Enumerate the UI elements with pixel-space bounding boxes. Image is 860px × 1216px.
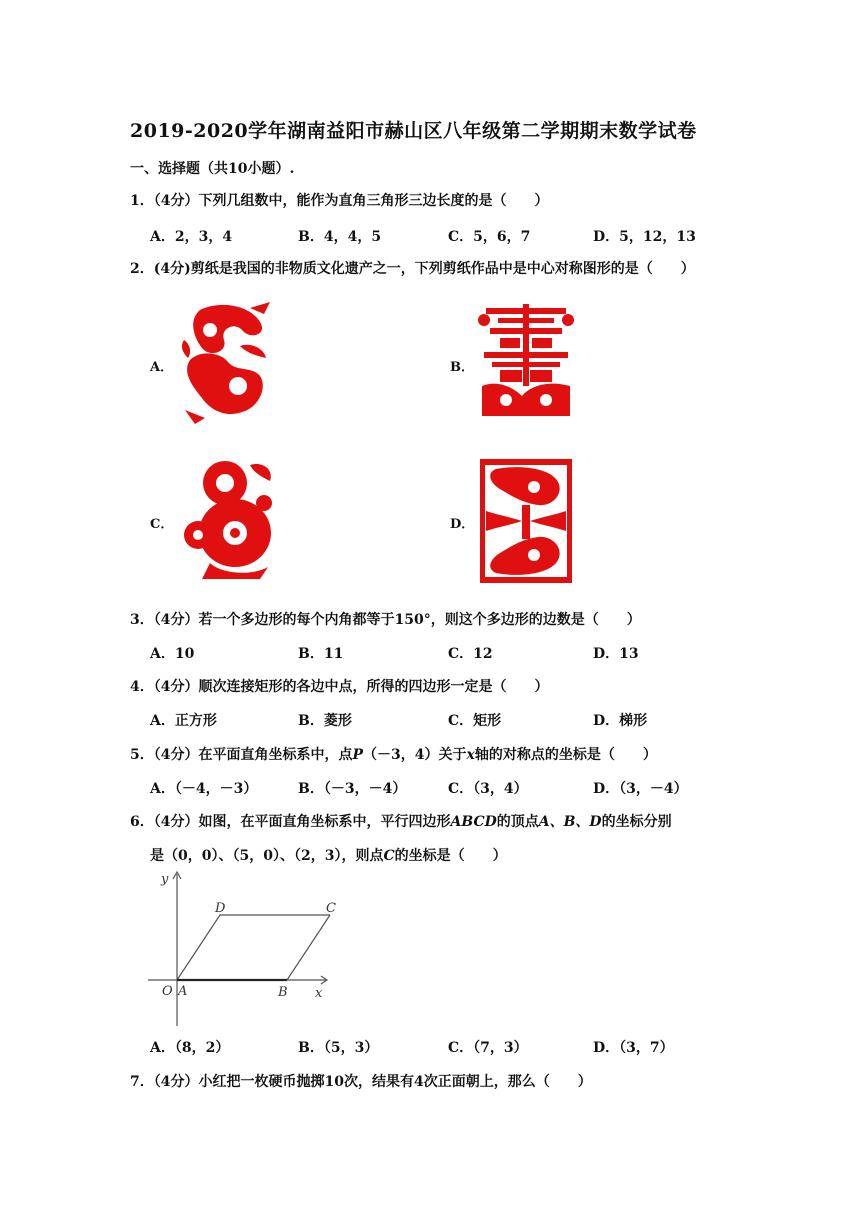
question-4-option-d: D．梯形 <box>593 713 648 729</box>
question-6-line1-b: 的顶点 <box>496 814 539 830</box>
papercut-double-happiness-image <box>476 300 576 422</box>
y-axis-label: y <box>161 872 169 887</box>
question-6-line1-c: 的坐标分别 <box>601 814 672 830</box>
point-c-label: C <box>326 901 336 916</box>
papercut-phoenix-image <box>180 300 272 426</box>
question-5-option-b: B．（－3，－4） <box>298 781 407 797</box>
question-1-option-b: B．4，4，5 <box>298 229 382 245</box>
question-3-option-d: D．13 <box>593 646 639 662</box>
origin-label: O <box>162 984 173 999</box>
question-2-label-c: C． <box>150 517 174 532</box>
parallelogram-figure <box>140 866 340 1030</box>
question-6-stem-line-1 <box>130 811 672 831</box>
parallelogram-side-bc <box>287 915 330 980</box>
question-5-option-c: C．（3，4） <box>448 781 528 797</box>
question-4-stem: 4．（4分）顺次连接矩形的各边中点，所得的四边形一定是（ ） <box>130 679 549 695</box>
question-3-option-b: B．11 <box>298 646 344 662</box>
page-title: 2019-2020学年湖南益阳市赫山区八年级第二学期期末数学试卷 <box>130 120 697 142</box>
question-3-option-a: A．10 <box>150 646 195 662</box>
question-5-stem-mid: （－3，4）关于 <box>363 747 467 763</box>
question-6-option-a: A．（8，2） <box>150 1040 230 1056</box>
question-5-point-p: P <box>352 747 364 763</box>
question-7-stem: 7．（4分）小红把一枚硬币抛掷10次，结果有4次正面朝上，那么（ ） <box>130 1074 592 1090</box>
question-6-abcd: ABCD <box>450 814 497 830</box>
question-6-option-c: C．（7，3） <box>448 1040 528 1056</box>
question-4-option-b: B．菱形 <box>298 713 352 729</box>
section-heading: 一、选择题（共10小题）. <box>130 161 295 177</box>
question-5-stem-suffix: 轴的对称点的坐标是（ ） <box>474 747 657 763</box>
point-a-label: A <box>178 984 188 999</box>
point-d-label: D <box>215 901 226 916</box>
papercut-squirrels-image <box>476 455 576 587</box>
question-6-point-c: C <box>383 848 395 864</box>
question-5-option-a: A．（－4，－3） <box>150 781 258 797</box>
question-3-stem: 3．（4分）若一个多边形的每个内角都等于150°，则这个多边形的边数是（ ） <box>130 612 641 628</box>
question-1-stem: 1．（4分）下列几组数中，能作为直角三角形三边长度的是（ ） <box>130 193 549 209</box>
question-6-line2-b: 的坐标是（ ） <box>394 848 507 864</box>
question-6-line1-a: 6．（4分）如图，在平面直角坐标系中，平行四边形 <box>130 814 451 830</box>
parallelogram-top-sides <box>177 915 330 980</box>
question-6-line2-a: 是（0，0）、（5，0）、（2，3），则点 <box>150 848 384 864</box>
question-3-option-c: C．12 <box>448 646 493 662</box>
question-5-option-d: D．（3，－4） <box>593 781 688 797</box>
question-4-option-c: C．矩形 <box>448 713 502 729</box>
question-6-option-d: D．（3，7） <box>593 1040 674 1056</box>
question-5-stem <box>130 744 657 764</box>
question-2-label-a: A． <box>150 360 174 375</box>
point-b-label: B <box>278 985 288 1000</box>
question-1-option-a: A．2，3，4 <box>150 229 233 245</box>
x-axis-label: x <box>315 986 323 1001</box>
question-2-label-b: B． <box>450 360 474 375</box>
question-1-option-d: D．5，12，13 <box>593 229 696 245</box>
question-4-option-a: A．正方形 <box>150 713 217 729</box>
papercut-monkey-image <box>180 455 280 580</box>
question-6-stem-line-2 <box>150 845 507 865</box>
question-6-option-b: B．（5，3） <box>298 1040 379 1056</box>
question-5-stem-prefix: 5．（4分）在平面直角坐标系中，点 <box>130 747 353 763</box>
question-1-option-c: C．5，6，7 <box>448 229 531 245</box>
question-2-stem: 2．(4分)剪纸是我国的非物质文化遗产之一，下列剪纸作品中是中心对称图形的是（ ） <box>130 261 695 277</box>
question-5-axis-x: x <box>466 747 475 763</box>
question-6-points: A、B、D <box>538 814 602 830</box>
question-2-label-d: D． <box>450 517 475 532</box>
